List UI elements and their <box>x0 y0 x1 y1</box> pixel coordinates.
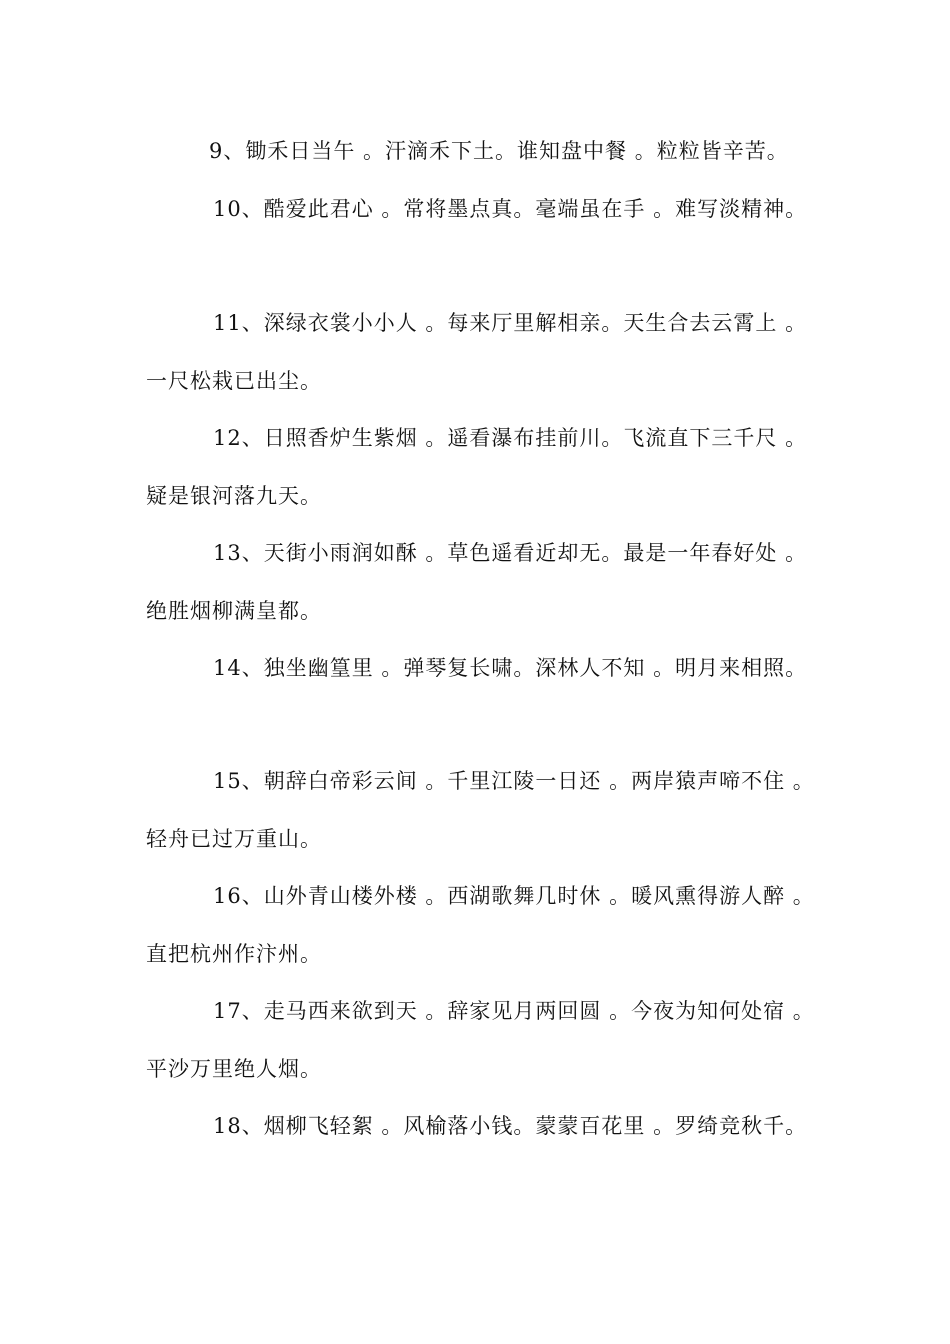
poem-15-continuation: 轻舟已过万重山。 <box>146 827 322 851</box>
poem-10-line: 10、酷爱此君心 。常将墨点真。毫端虽在手 。难写淡精神。 <box>213 197 808 221</box>
poem-12-line: 12、日照香炉生紫烟 。遥看瀑布挂前川。飞流直下三千尺 。 <box>213 426 808 450</box>
poem-18-line: 18、烟柳飞轻絮 。风榆落小钱。蒙蒙百花里 。罗绮竞秋千。 <box>213 1114 808 1138</box>
poem-14-line: 14、独坐幽篁里 。弹琴复长啸。深林人不知 。明月来相照。 <box>213 656 808 680</box>
poem-9-line: 9、锄禾日当午 。汗滴禾下土。谁知盘中餐 。粒粒皆辛苦。 <box>209 139 789 163</box>
poem-15-line: 15、朝辞白帝彩云间 。千里江陵一日还 。两岸猿声啼不住 。 <box>213 769 815 793</box>
poem-17-line: 17、走马西来欲到天 。辞家见月两回圆 。今夜为知何处宿 。 <box>213 999 815 1023</box>
poem-16-line: 16、山外青山楼外楼 。西湖歌舞几时休 。暖风熏得游人醉 。 <box>213 884 815 908</box>
poem-13-line: 13、天街小雨润如酥 。草色遥看近却无。最是一年春好处 。 <box>213 541 808 565</box>
poem-13-continuation: 绝胜烟柳满皇都。 <box>146 599 322 623</box>
poem-12-continuation: 疑是银河落九天。 <box>146 484 322 508</box>
poem-16-continuation: 直把杭州作汴州。 <box>146 942 322 966</box>
poem-11-continuation: 一尺松栽已出尘。 <box>146 369 322 393</box>
poem-17-continuation: 平沙万里绝人烟。 <box>146 1057 322 1081</box>
poem-11-line: 11、深绿衣裳小小人 。每来厅里解相亲。天生合去云霄上 。 <box>213 311 808 335</box>
